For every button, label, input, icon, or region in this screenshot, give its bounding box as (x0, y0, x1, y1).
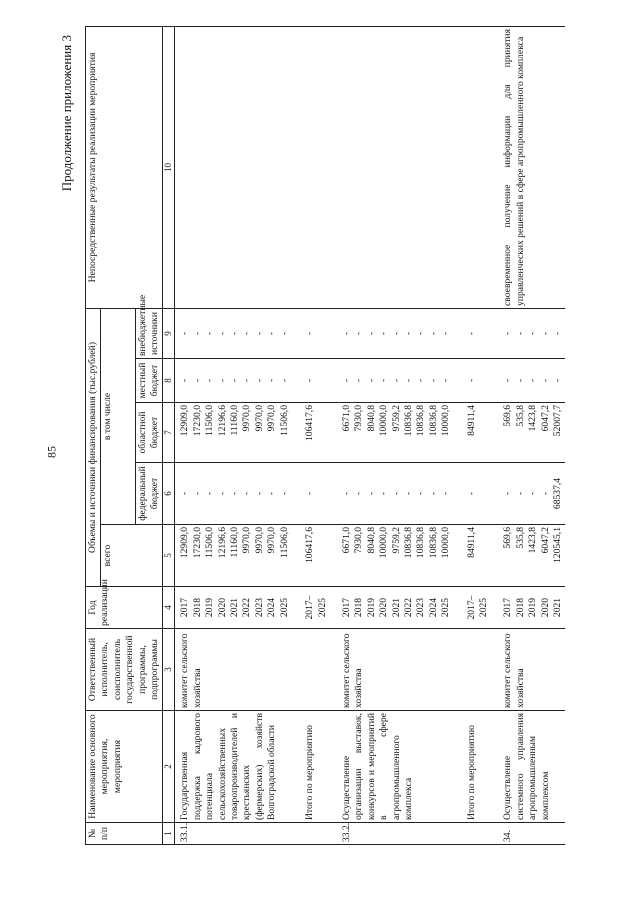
header-local: местный бюджет (135, 359, 163, 403)
col-number: 5 (163, 525, 175, 587)
header-regional: областной бюджет (135, 403, 163, 463)
total-local: - (454, 359, 499, 403)
col-number: 8 (163, 359, 175, 403)
col-number: 9 (163, 308, 175, 358)
table-row (498, 26, 565, 844)
total-federal: - (454, 463, 499, 525)
federal-values: - - - - - - - - - (337, 463, 454, 525)
total-sum: 106417,6 (292, 525, 337, 587)
table-row (337, 26, 454, 844)
rotated-table-sheet (45, 25, 605, 845)
total-label: Итого по мероприятию (292, 711, 337, 823)
total-values: 569,6 535,8 1423,8 6047,2 120545,1 (498, 525, 565, 587)
total-federal: - (292, 463, 337, 525)
col-number: 4 (163, 587, 175, 629)
federal-values: - - - - - - - - - (175, 463, 292, 525)
header-year: Год реализации (86, 587, 163, 629)
total-row (292, 26, 337, 844)
regional-values: 6671,0 7930,0 8040,8 10000,0 9759,2 10836,8 10836,8 10836,8 10000,0 (337, 403, 454, 463)
extrabudget-values: - - - - - - - - - (175, 308, 292, 358)
total-years: 2017–2025 (454, 587, 499, 629)
federal-values: - - - - 68537,4 (498, 463, 565, 525)
responsible: комитет сельского хозяйства (175, 629, 292, 711)
measure-name: Осуществление системного управления агропромышленным комплексом (498, 711, 565, 823)
col-number: 10 (163, 26, 175, 308)
total-regional: 106417,6 (292, 403, 337, 463)
total-years: 2017–2025 (292, 587, 337, 629)
header-total: всего (101, 525, 163, 587)
responsible: комитет сельского хозяйства (498, 629, 565, 711)
header-result: Непосредственные результаты реализации мероприятия (86, 26, 163, 308)
page-number: 85 (44, 446, 59, 458)
header-including: в том числе (101, 308, 135, 524)
years-list: 2017 2018 2019 2020 2021 2022 2023 2024 2025 (175, 587, 292, 629)
regional-values: 12909,0 17230,0 11506,0 12196,6 11160,0 9970,0 9970,0 9970,0 11506,0 (175, 403, 292, 463)
header-num: № п/п (86, 823, 163, 845)
total-local: - (292, 359, 337, 403)
total-extrabudget: - (454, 308, 499, 358)
continuation-caption: Продолжение приложения 3 (59, 35, 74, 192)
table-row (175, 26, 292, 844)
row-num: 34. (498, 823, 565, 845)
years-list: 2017 2018 2019 2020 2021 2022 2023 2024 2025 (337, 587, 454, 629)
total-extrabudget: - (292, 308, 337, 358)
measure-name: Государственная поддержка кадрового потенциала сельскохозяйственных товаропроизводителей и крестьянских (фермерских) хозяйств Волгоградской области (175, 711, 292, 823)
total-sum: 84911,4 (454, 525, 499, 587)
header-name: Наименование основного мероприятия, мероприятия (86, 711, 163, 823)
total-row (454, 26, 499, 844)
header-extrabudget: внебюджетные источники (135, 308, 163, 358)
result-text (337, 26, 454, 308)
col-number: 2 (163, 711, 175, 823)
local-values: - - - - - - - - - (337, 359, 454, 403)
result-text: своевременное получение информации для принятия управленческих решений в сфере агропромышленного комплекса (498, 26, 565, 308)
extrabudget-values: - - - - - - - - - (337, 308, 454, 358)
col-number: 7 (163, 403, 175, 463)
col-number: 6 (163, 463, 175, 525)
header-financing: Объемы и источники финансирования (тыс.рублей) (86, 308, 101, 586)
col-number: 1 (163, 823, 175, 845)
result-text (175, 26, 292, 308)
measure-name: Осуществление организации выставок, конкурсов и мероприятий в сфере агропромышленного комплекса (337, 711, 454, 823)
header-federal: федеральный бюджет (135, 463, 163, 525)
local-values: - - - - - (498, 359, 565, 403)
financing-table (85, 26, 565, 845)
local-values: - - - - - - - - - (175, 359, 292, 403)
total-label: Итого по мероприятию (454, 711, 499, 823)
extrabudget-values: - - - - - (498, 308, 565, 358)
header-responsible: Ответственный исполнитель, соисполнитель государственной программы, подпрограммы (86, 629, 163, 711)
row-num: 33.1. (175, 823, 292, 845)
total-values: 6671,0 7930,0 8040,8 10000,0 9759,2 10836,8 10836,8 10836,8 10000,0 (337, 525, 454, 587)
regional-values: 569,6 535,8 1423,8 6047,2 52007,7 (498, 403, 565, 463)
total-values: 12909,0 17230,0 11506,0 12196,6 11160,0 9970,0 9970,0 9970,0 11506,0 (175, 525, 292, 587)
col-number: 3 (163, 629, 175, 711)
years-list: 2017 2018 2019 2020 2021 (498, 587, 565, 629)
total-regional: 84911,4 (454, 403, 499, 463)
responsible: комитет сельского хозяйства (337, 629, 454, 711)
row-num: 33.2. (337, 823, 454, 845)
